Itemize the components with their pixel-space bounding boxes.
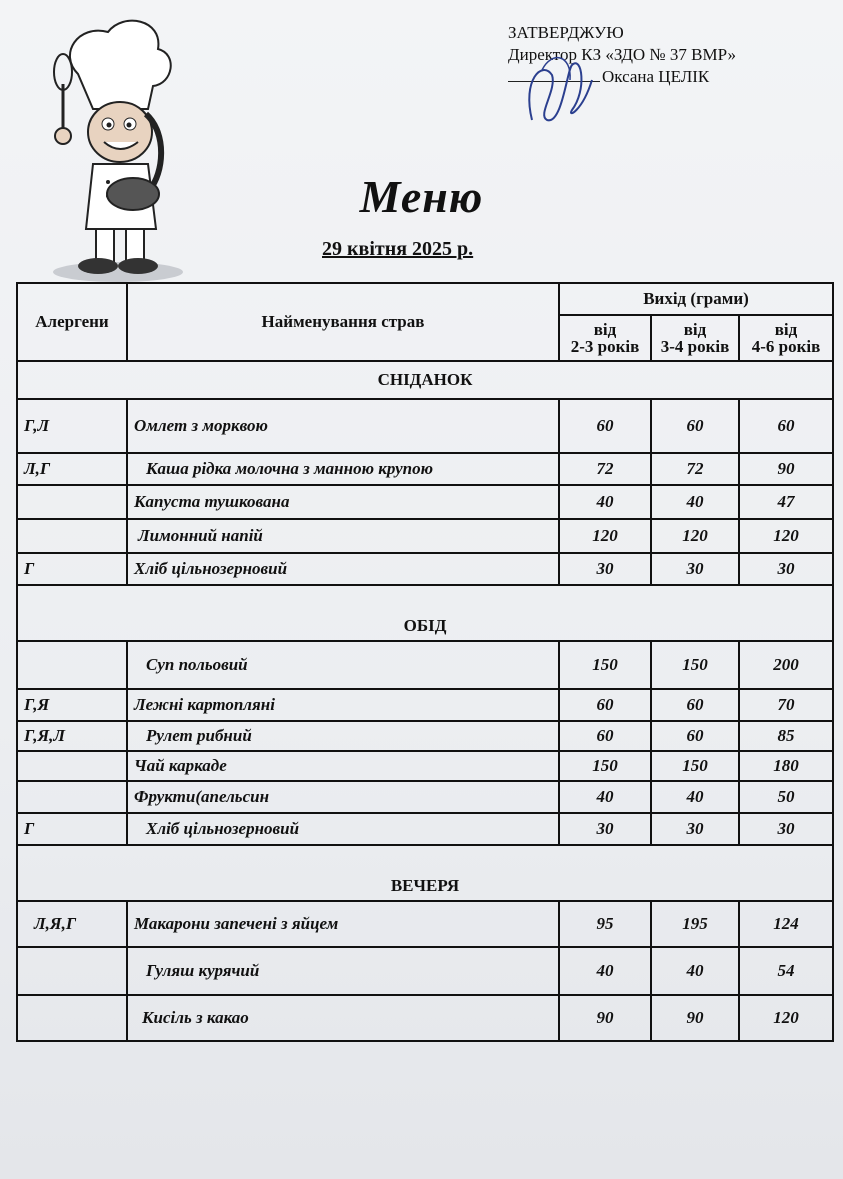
row-allergens: Л,Я,Г: [17, 901, 127, 947]
row-g1: 60: [559, 689, 651, 721]
row-g3: 90: [739, 453, 833, 485]
row-g3: 60: [739, 399, 833, 453]
row-dish: Лимонний напій: [127, 519, 559, 553]
row-g2: 30: [651, 813, 739, 845]
row-dish: Хліб цільнозерновий: [127, 553, 559, 585]
header-age-2: від 3-4 років: [651, 315, 739, 361]
row-g3: 85: [739, 721, 833, 751]
row-allergens: Л,Г: [17, 453, 127, 485]
row-g2: 120: [651, 519, 739, 553]
row-g1: 150: [559, 641, 651, 689]
row-allergens: [17, 641, 127, 689]
row-g3: 120: [739, 995, 833, 1041]
row-dish: Капуста тушкована: [127, 485, 559, 519]
header-age-1: від 2-3 років: [559, 315, 651, 361]
menu-table: [16, 282, 834, 1042]
table-row: [17, 399, 833, 453]
section-lunch: ОБІД: [17, 585, 833, 641]
table-row: [17, 553, 833, 585]
row-g3: 54: [739, 947, 833, 995]
row-g1: 60: [559, 721, 651, 751]
menu-title: Меню: [359, 171, 484, 222]
row-dish: Гуляш курячий: [127, 947, 559, 995]
row-g2: 150: [651, 641, 739, 689]
header-output: Вихід (грами): [559, 283, 833, 315]
row-allergens: Г,Я: [17, 689, 127, 721]
approval-director: Директор КЗ «ЗДО № 37 ВМР»: [508, 45, 736, 64]
row-g2: 40: [651, 947, 739, 995]
row-allergens: Г,Л: [17, 399, 127, 453]
table-row: [17, 781, 833, 813]
row-g1: 90: [559, 995, 651, 1041]
row-g3: 47: [739, 485, 833, 519]
row-g1: 40: [559, 781, 651, 813]
row-allergens: [17, 485, 127, 519]
row-g3: 124: [739, 901, 833, 947]
signature-mark: [512, 40, 602, 130]
row-g1: 30: [559, 553, 651, 585]
table-row: [17, 947, 833, 995]
row-allergens: Г: [17, 813, 127, 845]
row-g3: 120: [739, 519, 833, 553]
row-g2: 60: [651, 399, 739, 453]
row-dish: Рулет рибний: [127, 721, 559, 751]
row-dish: Макарони запечені з яйцем: [127, 901, 559, 947]
table-row: [17, 485, 833, 519]
approval-title: ЗАТВЕРДЖУЮ: [508, 23, 624, 42]
row-g1: 95: [559, 901, 651, 947]
chef-illustration: [38, 14, 188, 284]
row-dish: Суп польовий: [127, 641, 559, 689]
table-row: [17, 721, 833, 751]
row-g2: 30: [651, 553, 739, 585]
row-g3: 50: [739, 781, 833, 813]
row-allergens: Г: [17, 553, 127, 585]
row-g2: 40: [651, 485, 739, 519]
row-g1: 40: [559, 947, 651, 995]
row-dish: Каша рідка молочна з манною крупою: [127, 453, 559, 485]
row-g2: 90: [651, 995, 739, 1041]
table-row: [17, 751, 833, 781]
header-dish: Найменування страв: [127, 283, 559, 361]
header-age-3: від 4-6 років: [739, 315, 833, 361]
row-g1: 30: [559, 813, 651, 845]
row-g1: 40: [559, 485, 651, 519]
row-g2: 60: [651, 689, 739, 721]
table-row: [17, 901, 833, 947]
table-row: [17, 519, 833, 553]
table-row: [17, 453, 833, 485]
approval-name: Оксана ЦЕЛІК: [602, 67, 710, 86]
row-g2: 60: [651, 721, 739, 751]
header-allergens: Алергени: [17, 283, 127, 361]
row-g2: 72: [651, 453, 739, 485]
row-g3: 70: [739, 689, 833, 721]
row-g1: 120: [559, 519, 651, 553]
row-g3: 30: [739, 813, 833, 845]
row-g2: 150: [651, 751, 739, 781]
table-row: [17, 689, 833, 721]
row-g3: 200: [739, 641, 833, 689]
row-g1: 72: [559, 453, 651, 485]
row-g2: 195: [651, 901, 739, 947]
table-row: [17, 995, 833, 1041]
row-dish: Чай каркаде: [127, 751, 559, 781]
row-g3: 30: [739, 553, 833, 585]
table-row: [17, 641, 833, 689]
section-dinner: ВЕЧЕРЯ: [17, 845, 833, 901]
row-dish: Хліб цільнозерновий: [127, 813, 559, 845]
row-allergens: Г,Я,Л: [17, 721, 127, 751]
section-breakfast: СНІДАНОК: [17, 361, 833, 399]
row-g1: 150: [559, 751, 651, 781]
menu-date: 29 квітня 2025 р.: [322, 238, 474, 260]
row-dish: Омлет з морквою: [127, 399, 559, 453]
row-dish: Фрукти(апельсин: [127, 781, 559, 813]
row-allergens: [17, 995, 127, 1041]
row-dish: Кисіль з какао: [127, 995, 559, 1041]
row-dish: Лежні картопляні: [127, 689, 559, 721]
row-allergens: [17, 751, 127, 781]
row-allergens: [17, 947, 127, 995]
table-row: [17, 813, 833, 845]
row-g1: 60: [559, 399, 651, 453]
row-allergens: [17, 781, 127, 813]
row-g2: 40: [651, 781, 739, 813]
row-g3: 180: [739, 751, 833, 781]
row-allergens: [17, 519, 127, 553]
